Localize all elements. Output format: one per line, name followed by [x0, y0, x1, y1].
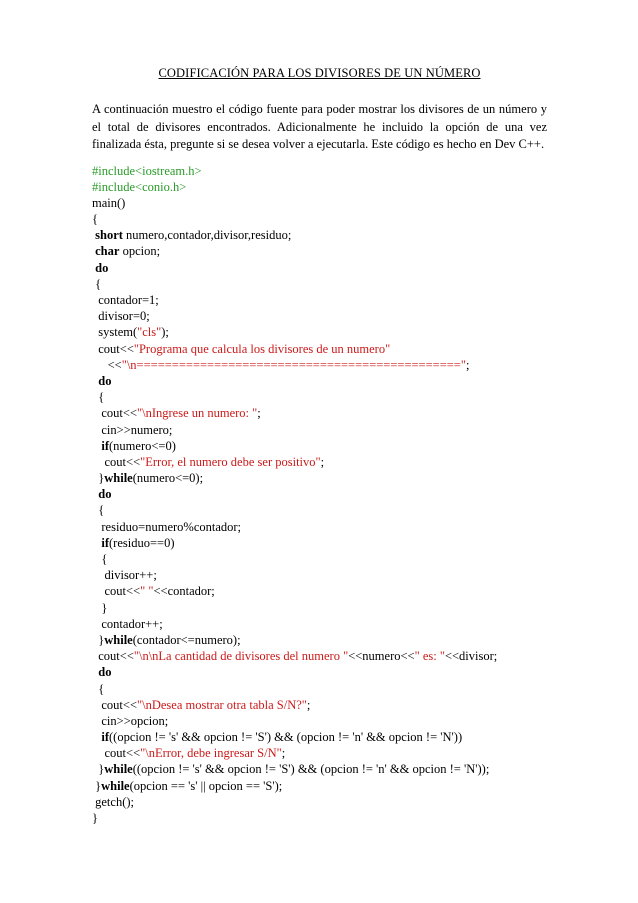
code-text: cout<< — [92, 406, 137, 421]
intro-paragraph: A continuación muestro el código fuente para poder mostrar los divisores de un número y el total de divisores encontrados. Adicionalmente he incluido la opción de una vez finalizada ésta, pregunte si se desea volver a ejecutarla. Este código es hecho en Dev C++. — [92, 102, 547, 151]
code-string: "cls" — [137, 325, 162, 340]
code-string: "\n\nLa cantidad de divisores del numero " — [133, 649, 349, 664]
code-text: ; — [306, 697, 311, 712]
code-line — [92, 211, 547, 227]
code-line — [92, 422, 547, 438]
code-keyword: do — [98, 665, 112, 680]
code-text: ((opcion != 's' && opcion != 'S') && (opcion != 'n' && opcion != 'N')) — [109, 730, 463, 745]
code-text: { — [92, 212, 98, 227]
code-line — [92, 778, 547, 794]
code-line — [92, 583, 547, 599]
code-text: { — [92, 390, 105, 405]
code-text: cin>>opcion; — [92, 713, 169, 728]
code-text: } — [92, 600, 108, 615]
code-text: <<divisor; — [444, 649, 498, 664]
code-text: (numero<=0) — [109, 438, 176, 453]
code-text: opcion; — [119, 244, 161, 259]
code-line — [92, 761, 547, 777]
code-line — [92, 195, 547, 211]
code-line — [92, 664, 547, 680]
code-text: ); — [161, 325, 169, 340]
code-line — [92, 567, 547, 583]
code-text: << — [92, 357, 122, 372]
code-text: { — [92, 503, 105, 518]
code-line — [92, 648, 547, 664]
code-line — [92, 519, 547, 535]
code-text: } — [92, 778, 102, 793]
code-line — [92, 389, 547, 405]
code-text: contador=1; — [92, 293, 159, 307]
code-line — [92, 373, 547, 389]
code-string: "\nIngrese un numero: " — [137, 406, 258, 421]
code-string: "Programa que calcula los divisores de un numero" — [133, 341, 391, 356]
code-text: } — [92, 762, 105, 777]
code-text: <<numero<< — [348, 649, 415, 664]
document-title: CODIFICACIÓN PARA LOS DIVISORES DE UN NÚMERO — [158, 66, 481, 80]
code-line — [92, 357, 547, 373]
code-keyword: while — [101, 778, 130, 793]
code-line — [92, 276, 547, 292]
code-line — [92, 292, 547, 308]
code-text: cout<< — [92, 454, 141, 469]
code-text — [92, 536, 101, 550]
code-text — [92, 439, 101, 453]
code-text: ((opcion != 's' && opcion != 'S') && (opcion != 'n' && opcion != 'N')); — [132, 762, 490, 777]
code-block — [92, 163, 547, 827]
code-line — [92, 810, 547, 826]
code-text: (contador<=numero); — [132, 632, 241, 647]
code-text: <<contador; — [153, 584, 215, 599]
code-keyword: if — [101, 535, 110, 550]
code-line — [92, 632, 547, 648]
code-line — [92, 438, 547, 454]
code-text: (residuo==0) — [109, 535, 175, 550]
code-text: cout<< — [92, 746, 141, 761]
code-line — [92, 535, 547, 551]
code-line — [92, 470, 547, 486]
code-line — [92, 179, 547, 195]
code-keyword: do — [95, 260, 109, 275]
code-text: ; — [281, 746, 286, 761]
code-keyword: do — [98, 487, 112, 502]
code-line — [92, 502, 547, 518]
code-text: cout<< — [92, 341, 134, 356]
code-line — [92, 227, 547, 243]
code-string: " " — [140, 584, 154, 599]
code-line — [92, 260, 547, 276]
code-text: cout<< — [92, 697, 137, 712]
code-line — [92, 454, 547, 470]
code-keyword: while — [104, 762, 133, 777]
code-string: " es: " — [414, 649, 445, 664]
code-text: ; — [320, 454, 325, 469]
code-line — [92, 794, 547, 810]
code-line — [92, 341, 547, 357]
code-line — [92, 745, 547, 761]
code-text: getch(); — [92, 794, 134, 809]
code-text: divisor=0; — [92, 309, 150, 324]
code-keyword: char — [95, 244, 120, 259]
code-text: contador++; — [92, 616, 163, 631]
code-text: } — [92, 811, 98, 825]
code-text: cout<< — [92, 584, 141, 599]
code-line — [92, 163, 547, 179]
code-line — [92, 713, 547, 729]
code-string: "\nError, debe ingresar S/N" — [140, 746, 282, 761]
code-line — [92, 681, 547, 697]
code-text: { — [92, 552, 108, 566]
code-string: "Error, el numero debe ser positivo" — [140, 454, 321, 469]
code-line — [92, 324, 547, 340]
code-string: "\n==============================================" — [121, 357, 466, 372]
code-line — [92, 405, 547, 421]
code-line — [92, 486, 547, 502]
code-text: } — [92, 471, 105, 486]
code-line — [92, 616, 547, 632]
code-text: numero,contador,divisor,residuo; — [122, 228, 292, 243]
code-line — [92, 308, 547, 324]
code-text — [92, 730, 101, 744]
code-keyword: short — [95, 228, 123, 243]
code-text: } — [92, 632, 105, 647]
code-text: divisor++; — [92, 568, 157, 583]
code-keyword: if — [101, 438, 110, 453]
code-text: cout<< — [92, 649, 134, 664]
code-text: main() — [92, 195, 126, 210]
document-page — [92, 66, 547, 826]
code-preprocessor: #include<conio.h> — [92, 179, 187, 194]
code-text: cin>>numero; — [92, 422, 173, 437]
code-keyword: while — [104, 632, 133, 647]
code-text: (opcion == 's' || opcion == 'S'); — [129, 778, 283, 793]
code-line — [92, 551, 547, 567]
code-text: residuo=numero%contador; — [92, 519, 242, 534]
code-text: ; — [257, 406, 261, 421]
code-keyword: while — [104, 471, 133, 486]
code-line — [92, 600, 547, 616]
code-text: { — [92, 276, 102, 291]
code-line — [92, 243, 547, 259]
code-text: system( — [92, 325, 138, 340]
code-keyword: if — [101, 730, 110, 745]
code-string: "\nDesea mostrar otra tabla S/N?" — [137, 697, 307, 712]
code-text: { — [92, 681, 105, 696]
code-line — [92, 729, 547, 745]
code-preprocessor: #include<iostream.h> — [92, 163, 202, 178]
code-text: ; — [465, 357, 470, 372]
code-line — [92, 697, 547, 713]
code-text: (numero<=0); — [132, 471, 204, 486]
code-keyword: do — [98, 373, 112, 388]
